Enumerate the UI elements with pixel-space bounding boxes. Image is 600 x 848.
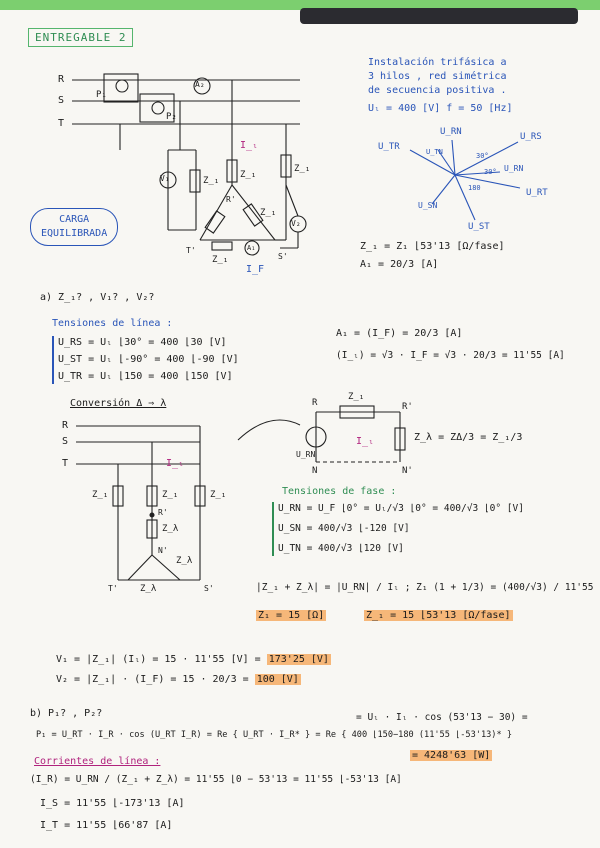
node-r: R — [58, 74, 65, 85]
z1-phasor-result: Z̲₁ = 15 ⌊53'13 [Ω/fase] — [366, 610, 511, 621]
conv-node-t: T — [62, 458, 69, 469]
current-is-equation: I̲S = 11'55 ⌊-173'13 [A] — [40, 798, 185, 809]
phase-voltage-utn: U̲TN = 400/√3 ⌊120 [V] — [278, 543, 404, 554]
conv-z1-c: Z̲₁ — [210, 490, 227, 500]
conv-zl-b: Z̲λ — [176, 556, 193, 566]
impedance-z1-label-d: Z̲₁ — [212, 255, 229, 265]
phasor-urn-2: U̲RN — [504, 164, 524, 173]
equiv-node-n-prime: N' — [402, 466, 413, 476]
part-b-question: b) P₁? , P₂? — [30, 708, 103, 719]
angle-30-b: 30° — [484, 168, 497, 176]
line-voltage-ust: U̲ST = Uₗ ⌊-90° = 400 ⌊-90 [V] — [58, 354, 239, 365]
conv-node-n-prime: N' — [158, 546, 168, 555]
phase-voltage-usn: U̲SN = 400/√3 ⌊-120 [V] — [278, 523, 410, 534]
wattmeter-p1-label: P₁ — [96, 90, 107, 100]
angle-30-a: 30° — [476, 152, 489, 160]
phasor-usn: U̲SN — [418, 201, 438, 210]
voltmeter-v2-label: V₂ — [291, 219, 301, 228]
wattmeter-p2-label: P₂ — [166, 112, 177, 122]
impedance-z1-label-c: Z̲₁ — [260, 208, 277, 218]
p1-equation: P₁ = U̲RT · I̲R · cos (U̲RT I̲R) = Re { U̲RT · I̲R* } = Re { 400 ⌊150−180 (11'55 ⌊-53'13)* } — [36, 730, 512, 740]
balanced-load-badge — [30, 208, 118, 246]
line-current-equation: (I̲ₗ) = √3 · I̲F = √3 · 20/3 = 11'55 [A] — [336, 350, 565, 361]
ammeter-a1-equation: A₁ = (I̲F) = 20/3 [A] — [336, 328, 463, 339]
intro-line-1: Instalación trifásica a — [368, 57, 507, 68]
conv-node-r: R — [62, 420, 69, 431]
equiv-z1: Z̲₁ — [348, 392, 365, 402]
conv-node-s: S — [62, 436, 69, 447]
phasor-urn: U̲RN — [440, 127, 462, 137]
angle-180: 180 — [468, 184, 481, 192]
intro-line-4: Uₗ = 400 [V] f = 50 [Hz] — [368, 103, 513, 114]
v2-expression: V₂ = |Z̲₁| · (I̲F) = 15 · 20/3 = — [56, 674, 249, 685]
node-t-prime: T' — [186, 246, 196, 255]
impedance-equation: |Z̲₁ + Z̲λ| = |U̲RN| / Iₗ ; Z₁ (1 + 1/3) = (400/√3) / 11'55 — [256, 582, 594, 593]
phase-voltages-label: Tensiones de fase : — [282, 486, 397, 497]
v1-result: 173'25 [V] — [268, 654, 329, 665]
current-ir-equation: (I̲R) = U̲RN / (Z̲₁ + Z̲λ) = 11'55 ⌊0 − 53'13 = 11'55 ⌊-53'13 [A] — [30, 774, 402, 785]
current-if-label: I̲F — [246, 264, 265, 275]
equiv-urn: U̲RN — [296, 450, 316, 459]
conv-node-r-prime: R' — [158, 508, 168, 517]
phasor-ust: U̲ST — [468, 222, 490, 232]
phasor-utn: U̲TN — [426, 148, 443, 156]
v1-equation — [56, 654, 331, 665]
current-it-equation: I̲T = 11'55 ⌊66'87 [A] — [40, 820, 173, 831]
equiv-node-r-prime: R' — [402, 402, 413, 412]
given-data — [360, 240, 505, 272]
conv-current-il: I̲ₗ — [166, 458, 185, 469]
v1-expression: V₁ = |Z̲₁| (Iₗ) = 15 · 11'55 [V] = — [56, 654, 261, 665]
line-voltages-label: Tensiones de línea : — [52, 318, 173, 329]
phase-voltage-urn: U̲RN = U̲F ⌊0° = Uₗ/√3 ⌊0° = 400/√3 ⌊0° [V] — [278, 503, 524, 514]
equiv-current-il: I̲ₗ — [356, 436, 375, 447]
conv-z1-b: Z̲₁ — [162, 490, 179, 500]
line-voltage-utr: U̲TR = Uₗ ⌊150 = 400 ⌊150 [V] — [58, 371, 233, 382]
badge-line-1: CARGA — [59, 214, 90, 225]
conv-zl-a: Z̲λ — [162, 524, 179, 534]
given-a1: A₁ = 20/3 [A] — [360, 259, 439, 270]
node-r-prime: R' — [226, 195, 236, 204]
impedance-z1-label-e: Z̲₁ — [294, 164, 311, 174]
conv-zl-c: Z̲λ — [140, 584, 157, 594]
conversion-title: Conversión Δ ⇒ λ — [70, 398, 167, 409]
p1-ul-il-expression: = Uₗ · Iₗ · cos (53'13 − 30) = — [356, 712, 528, 723]
phasor-urt: U̲RT — [526, 188, 548, 198]
equiv-node-r: R — [312, 398, 318, 408]
part-a-question: a) Z̲₁? , V₁? , V₂? — [40, 292, 155, 303]
node-s: S — [58, 95, 65, 106]
conv-node-s-prime: S' — [204, 584, 214, 593]
voltmeter-v1-label: V₁ — [160, 174, 170, 183]
p1-result: = 4248'63 [W] — [412, 750, 491, 761]
line-voltages — [52, 336, 239, 384]
intro-line-3: de secuencia positiva . — [368, 85, 507, 96]
v2-result: 100 [V] — [256, 674, 299, 685]
node-t: T — [58, 118, 65, 129]
ammeter-a2-label: A₂ — [195, 80, 205, 89]
line-currents-label: Corrientes de línea : — [34, 756, 161, 767]
node-s-prime: S' — [278, 252, 288, 261]
conv-z1-a: Z̲₁ — [92, 490, 109, 500]
phasor-utr: U̲TR — [378, 142, 400, 152]
line-voltage-urs: U̲RS = Uₗ ⌊30° = 400 ⌊30 [V] — [58, 337, 227, 348]
equiv-node-n: N — [312, 466, 318, 476]
intro-line-2: 3 hilos , red simétrica — [368, 71, 507, 82]
impedance-z1-label-b: Z̲₁ — [240, 170, 257, 180]
conv-node-t-prime: T' — [108, 584, 118, 593]
ammeter-a1-label: A₁ — [247, 244, 256, 252]
z1-modulus-result: Z₁ = 15 [Ω] — [258, 610, 325, 621]
equiv-impedance: Z̲λ = ZΔ/3 = Z̲₁/3 — [414, 432, 523, 443]
given-z1: Z̲₁ = Z₁ ⌊53'13 [Ω/fase] — [360, 241, 505, 252]
phasor-urs: U̲RS — [520, 132, 542, 142]
impedance-z1-label-a: Z̲₁ — [203, 176, 220, 186]
phase-voltages — [272, 502, 524, 556]
badge-line-2: EQUILIBRADA — [41, 228, 108, 239]
page-title: ENTREGABLE 2 — [28, 28, 133, 47]
v2-equation — [56, 674, 301, 685]
current-il-label: I̲ₗ — [240, 140, 259, 151]
